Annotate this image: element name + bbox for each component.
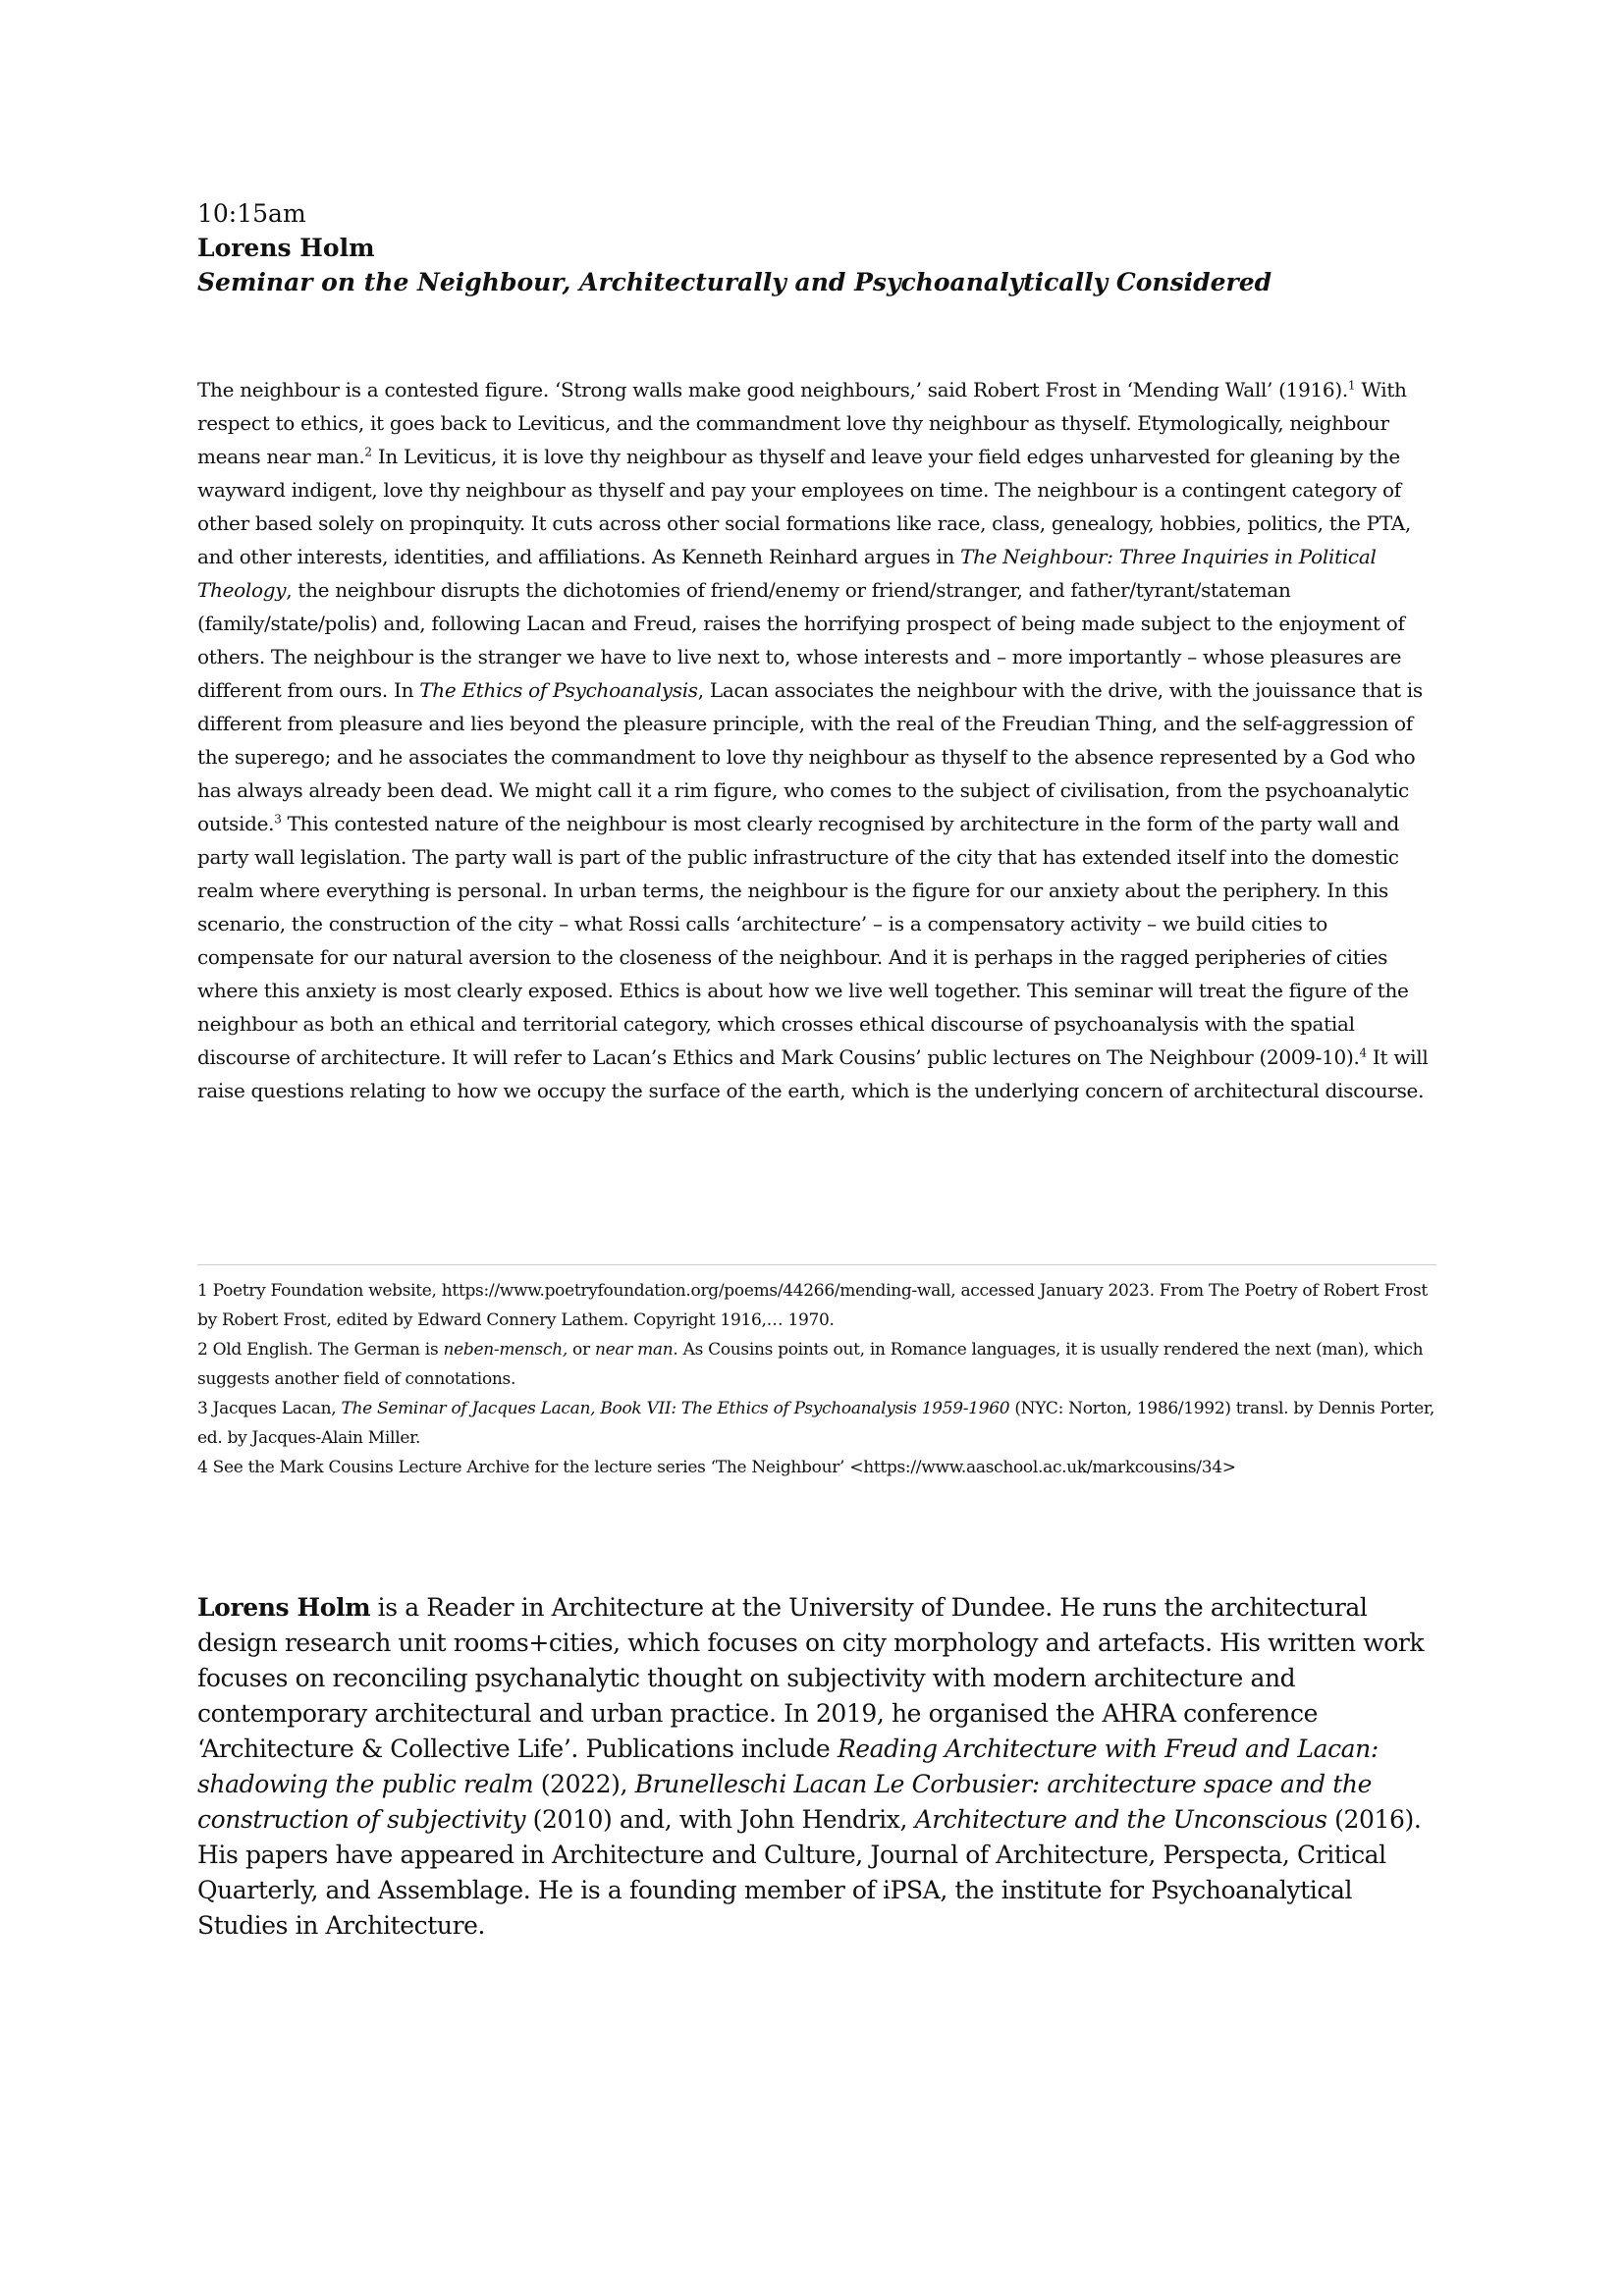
bio-name: Lorens Holm xyxy=(197,1593,371,1622)
footnote-text: or xyxy=(567,1340,595,1360)
footnote-divider xyxy=(197,1264,1436,1265)
publication-title: Brunelleschi Lacan Le Corbusier: architecture space and the construction of subjectivity xyxy=(197,1770,1372,1834)
bio-paragraph xyxy=(197,1590,1436,1944)
abstract-paragraph xyxy=(197,373,1436,1107)
footnote-italic: neben-mensch, xyxy=(443,1340,568,1360)
footnote-ref-3: 3 xyxy=(274,812,282,827)
speaker-bio xyxy=(197,1590,1436,1944)
footnote-4: 4 See the Mark Cousins Lecture Archive for the lecture series ‘The Neighbour’ <https://www.aaschool.ac.uk/markcousins/34> xyxy=(197,1458,1236,1477)
footnote-text: 3 Jacques Lacan, xyxy=(197,1399,342,1418)
abstract-text: This contested nature of the neighbour is most clearly recognised by architecture in the form of the party wall and party wall legislation. The party wall is part of the public infrastructure of the city that has extended itself into the domestic realm where everything is personal. In urban terms, the neighbour is the figure for our anxiety about the periphery. In this scenario, the construction of the city – what Rossi calls ‘architecture’ – is a compensatory activity – we build cities to compensate for our natural aversion to the closeness of the neighbour. And it is perhaps in the ragged peripheries of cities where this anxiety is most clearly exposed. Ethics is about how we live well together. This seminar will treat the figure of the neighbour as both an ethical and territorial category, which crosses ethical discourse of psychoanalysis with the spatial discourse of architecture. It will refer to Lacan’s Ethics and Mark Cousins’ public lectures on The Neighbour (2009-10). xyxy=(197,812,1409,1069)
footnote-italic: The Seminar of Jacques Lacan, Book VII: The Ethics of Psychoanalysis 1959-1960 xyxy=(341,1399,1010,1418)
footnote-1: 1 Poetry Foundation website, https://www.poetryfoundation.org/poems/44266/mending-wall, accessed January 2023. From The Poetry of Robert Frost by Robert Frost, edited by Edward Connery Lathem. Copyright 1916,… 1970. xyxy=(197,1281,1428,1330)
footnote-italic: near man xyxy=(594,1340,674,1360)
abstract-text: With respect to ethics, it goes back to Leviticus, and the commandment love thy neighbour as thyself. Etymologically, neighbour means near man. xyxy=(197,378,1407,468)
footnote-2 xyxy=(197,1335,1436,1394)
session-header xyxy=(197,196,1436,299)
abstract-text: , the neighbour disrupts the dichotomies of friend/enemy or friend/stranger, and father/tyrant/stateman (family/state/polis) and, following Lacan and Freud, raises the horrifying prospect of being made subject to the enjoyment of others. The neighbour is the stranger we have to live next to, whose interests and – more importantly – whose pleasures are different from ours. In xyxy=(197,578,1405,702)
abstract-text: It will raise questions relating to how we occupy the surface of the earth, which is the underlying concern of architectural discourse. xyxy=(197,1045,1429,1102)
footnote-3 xyxy=(197,1394,1436,1453)
seminar-title: Seminar on the Neighbour, Architecturally and Psychoanalytically Considered xyxy=(197,268,1272,296)
footnote-ref-1: 1 xyxy=(1347,378,1356,393)
abstract-text: The neighbour is a contested figure. ‘Strong walls make good neighbours,’ said Robert Frost in ‘Mending Wall’ (1916). xyxy=(197,378,1348,401)
footnote-text: 2 Old English. The German is xyxy=(197,1340,444,1360)
footnote-ref-4: 4 xyxy=(1359,1045,1367,1060)
abstract-text: In Leviticus, it is love thy neighbour as thyself and leave your field edges unharvested for gleaning by the wayward indigent, love thy neighbour as thyself and pay your employees on time. The neighbour is a contingent category of other based solely on propinquity. It cuts across other social formations like race, class, genealogy, hobbies, politics, the PTA, and other interests, identities, and affiliations. As Kenneth Reinhard argues in xyxy=(197,445,1411,568)
footnotes xyxy=(197,1276,1436,1482)
book-title: The Ethics of Psychoanalysis xyxy=(419,678,698,702)
footnote-text: . As Cousins points out, in Romance languages, it is usually rendered the next (man), which suggests another field of connotations. xyxy=(197,1340,1424,1389)
bio-text: is a Reader in Architecture at the University of Dundee. He runs the architectural design research unit rooms+cities, which focuses on city morphology and artefacts. His written work focuses on reconciling psychanalytic thought on subjectivity with modern architecture and contemporary architectural and urban practice. In 2019, he organised the AHRA conference ‘Architecture & Collective Life’. Publications include xyxy=(197,1593,1425,1763)
footnote-text: (NYC: Norton, 1986/1992) transl. by Dennis Porter, ed. by Jacques-Alain Miller. xyxy=(197,1399,1434,1448)
publication-title: Architecture and the Unconscious xyxy=(914,1805,1327,1834)
speaker-name: Lorens Holm xyxy=(197,234,375,262)
publication-title: Reading Architecture with Freud and Lacan: shadowing the public realm xyxy=(197,1735,1379,1798)
book-title: The Neighbour: Three Inquiries in Political Theology xyxy=(197,545,1377,602)
bio-text: (2010) and, with John Hendrix, xyxy=(525,1805,915,1834)
session-time: 10:15am xyxy=(197,199,306,228)
bio-text: (2016). His papers have appeared in Architecture and Culture, Journal of Architecture, Perspecta, Critical Quarterly, and Assemblage. He is a founding member of iPSA, the institute for Psychoanalytical Studies in Architecture. xyxy=(197,1805,1422,1940)
abstract-body xyxy=(197,373,1436,1107)
abstract-text: , Lacan associates the neighbour with the drive, with the jouissance that is different from pleasure and lies beyond the pleasure principle, with the real of the Freudian Thing, and the self-aggression of the superego; and he associates the commandment to love thy neighbour as thyself to the absence represented by a God who has always already been dead. We might call it a rim figure, who comes to the subject of civilisation, from the psychoanalytic outside. xyxy=(197,678,1423,835)
bio-text: (2022), xyxy=(533,1770,635,1798)
footnote-ref-2: 2 xyxy=(364,445,372,459)
